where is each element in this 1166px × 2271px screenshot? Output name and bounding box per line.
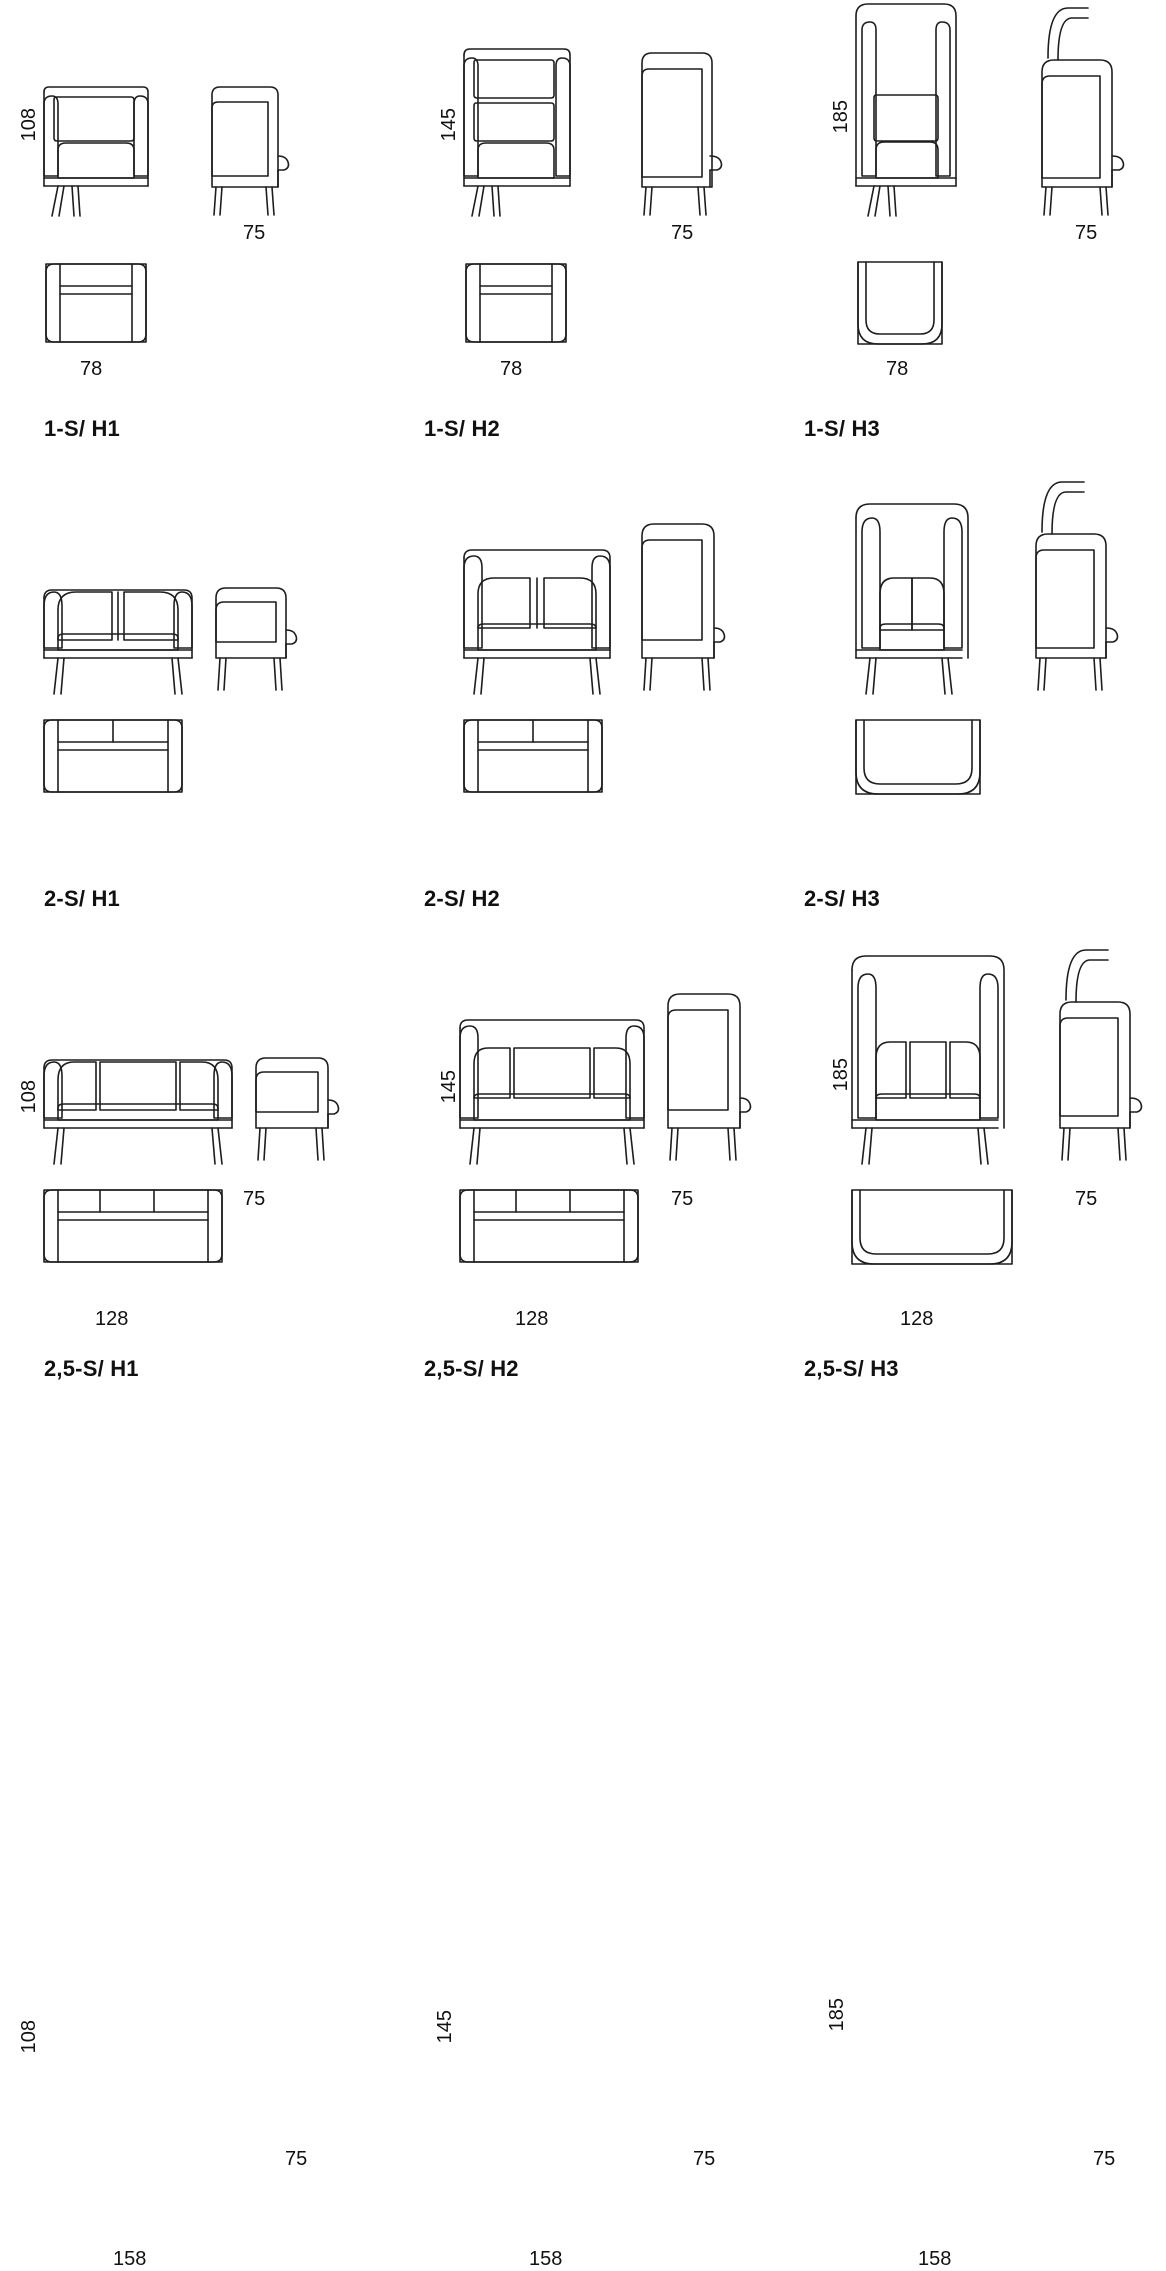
- variant-title-25s-h3: 2,5-S/ H3: [804, 1356, 899, 1381]
- dimension-width-1s-h2: 78: [500, 358, 523, 380]
- drawing-2s-h1: [0, 470, 388, 940]
- dimension-depth-25s-h2: 75: [693, 2148, 716, 2170]
- variant-cell-2s-h3: [776, 470, 1164, 1330]
- side-view: [256, 1058, 339, 1160]
- front-view: [44, 87, 148, 216]
- variant-title-1s-h1: 1-S/ H1: [44, 416, 120, 441]
- front-view: [464, 550, 610, 694]
- variant-cell-1s-h3: [776, 0, 1164, 470]
- dimension-width-2s-h1: 128: [95, 1308, 129, 1330]
- drawing-2s-h2: [388, 470, 776, 940]
- drawing-2s-h3: [776, 470, 1164, 940]
- top-view: [460, 1190, 638, 1262]
- variant-cell-25s-h3: [776, 940, 1164, 2270]
- variant-cell-25s-h1: [0, 940, 388, 2270]
- variant-cell-1s-h2: [388, 0, 776, 470]
- front-view: [44, 1060, 232, 1164]
- dimension-width-25s-h3: 158: [918, 2248, 952, 2270]
- variant-title-2s-h2: 2-S/ H2: [424, 886, 500, 911]
- top-view: [44, 1190, 222, 1262]
- variant-cell-1s-h1: [0, 0, 388, 470]
- top-view: [856, 720, 980, 794]
- variant-title-2s-h1: 2-S/ H1: [44, 886, 120, 911]
- top-view: [464, 720, 602, 792]
- side-view: [642, 524, 725, 690]
- dimension-width-25s-h2: 158: [529, 2248, 563, 2270]
- side-view: [668, 994, 751, 1160]
- variant-title-25s-h1: 2,5-S/ H1: [44, 1356, 139, 1381]
- front-view: [460, 1020, 644, 1164]
- dimension-depth-2s-h3: 75: [1075, 1188, 1098, 1210]
- dimension-width-2s-h3: 128: [900, 1308, 934, 1330]
- dimension-depth-1s-h1: 75: [243, 222, 266, 244]
- variant-cell-2s-h1: [0, 470, 388, 1330]
- front-view: [856, 4, 956, 216]
- drawing-25s-h2: [388, 940, 776, 1410]
- dimension-width-2s-h2: 128: [515, 1308, 549, 1330]
- variant-cell-2s-h2: [388, 470, 776, 1330]
- dimension-width-25s-h1: 158: [113, 2248, 147, 2270]
- front-view: [464, 49, 570, 216]
- front-view: [856, 504, 968, 694]
- drawing-1s-h2: [388, 0, 776, 470]
- dimension-depth-1s-h2: 75: [671, 222, 694, 244]
- dimension-width-1s-h1: 78: [80, 358, 103, 380]
- top-view: [44, 720, 182, 792]
- variant-cell-25s-h2: [388, 940, 776, 2270]
- dimension-height-25s-h3: 185: [826, 1998, 848, 2032]
- dimension-height-2s-h2: 145: [438, 1070, 460, 1104]
- drawing-1s-h1: [0, 0, 388, 470]
- drawing-25s-h3: [776, 940, 1164, 1410]
- variant-title-1s-h3: 1-S/ H3: [804, 416, 880, 441]
- top-view: [466, 264, 566, 342]
- side-view: [1042, 8, 1124, 215]
- dimension-depth-25s-h3: 75: [1093, 2148, 1116, 2170]
- dimension-depth-1s-h3: 75: [1075, 222, 1098, 244]
- dimension-width-1s-h3: 78: [886, 358, 909, 380]
- dimension-height-1s-h3: 185: [830, 100, 852, 134]
- dimension-depth-2s-h1: 75: [243, 1188, 266, 1210]
- dimension-height-2s-h3: 185: [830, 1058, 852, 1092]
- drawing-25s-h1: [0, 940, 388, 1410]
- variant-title-2s-h3: 2-S/ H3: [804, 886, 880, 911]
- top-view: [852, 1190, 1012, 1264]
- dimension-height-1s-h1: 108: [18, 108, 40, 142]
- dimension-height-25s-h2: 145: [434, 2010, 456, 2044]
- dimension-height-2s-h1: 108: [18, 1080, 40, 1114]
- variant-title-25s-h2: 2,5-S/ H2: [424, 1356, 519, 1381]
- top-view: [858, 262, 942, 344]
- dimension-height-25s-h1: 108: [18, 2020, 40, 2054]
- dimension-depth-2s-h2: 75: [671, 1188, 694, 1210]
- dimension-depth-25s-h1: 75: [285, 2148, 308, 2170]
- top-view: [46, 264, 146, 342]
- drawing-1s-h3: [776, 0, 1164, 470]
- side-view: [642, 0, 776, 215]
- side-view: [1060, 950, 1142, 1160]
- side-view: [1036, 482, 1118, 690]
- dimension-height-1s-h2: 145: [438, 108, 460, 142]
- side-view: [214, 588, 297, 940]
- variant-title-1s-h2: 1-S/ H2: [424, 416, 500, 441]
- front-view: [44, 590, 192, 694]
- front-view: [852, 956, 1004, 1164]
- side-view: [212, 87, 289, 215]
